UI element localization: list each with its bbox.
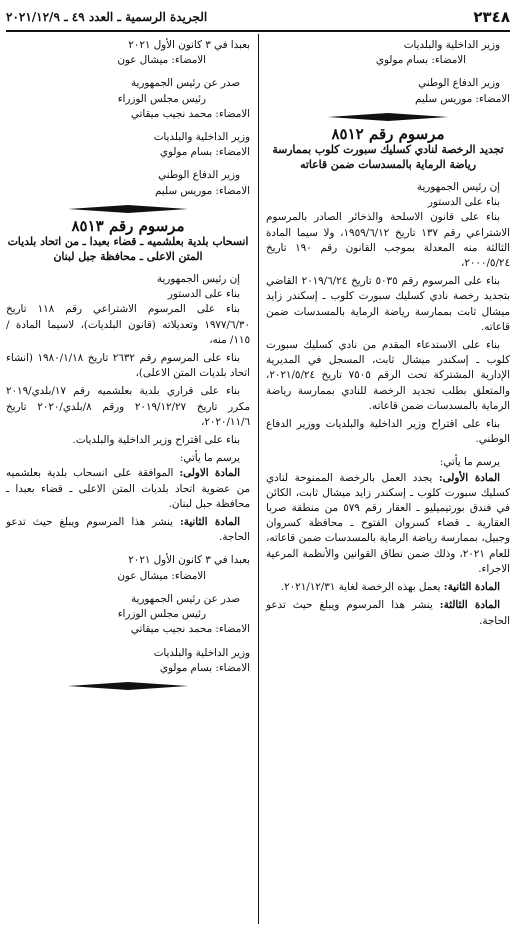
- article-text: يجدد العمل بالرخصة الممنوحة لنادي كسليك سبورت كلوب ـ إسكندر زايد ميشال ثابت، الكائن في فندق بورتيميليو ـ العقار رقم ٥٧٩ من منطقة صربا العقارية ـ قضاء كسروان الفتوح ـ محافظة كسروان وجبيل، بممارسة رياضة الرماية بالمسدسات ضمن قاعاته، للعام ٢٠٢١، وذلك ضمن نطاق القوانين والأنظمة المرعية الاجراء.: [266, 471, 510, 575]
- article-2: [6, 515, 250, 545]
- decree-paragraph: بناء على الاستدعاء المقدم من نادي كسليك سبورت كلوب ـ إسكندر ميشال ثابت، المسجل في المديرية الإدارية المشتركة تحت الرقم ٧٥٠٥ تاريخ ٢٠٢١/٥/٢٤، والمتعلق بطلب تجديد الرخصة للنادي بممارسة رياضة الرماية بالمسدسات ضمن قاعاته.: [266, 339, 510, 412]
- header-rule: [6, 30, 510, 32]
- decree-paragraph: إن رئيس الجمهورية: [156, 273, 240, 286]
- decree-paragraph: بناء على المرسوم الاشتراعي رقم ١١٨ تاريخ ١٩٧٧/٦/٣٠ وتعديلاته (قانون البلديات)، لاسيما المادة /١١٥/ منه،: [6, 303, 250, 346]
- section-divider: [6, 682, 250, 690]
- article-1: [6, 466, 250, 512]
- decree-title: مرسوم رقم ٨٥١٢: [331, 124, 445, 143]
- section-divider: [6, 205, 250, 213]
- signatory-title: وزير الداخلية والبلديات: [153, 131, 250, 144]
- decree-subtitle: انسحاب بلدية بعلشميه ـ قضاء بعبدا ـ من اتحاد بلديات المتن الاعلى ـ محافظة جبل لبنان: [7, 235, 249, 264]
- section-divider: [266, 113, 510, 121]
- decree-paragraph: بناء على اقتراح وزير الداخلية والبلديات ووزير الدفاع الوطني.: [266, 418, 510, 446]
- signatory-title: صدر عن رئيس الجمهورية: [130, 77, 240, 90]
- article-label: المادة الثانية:: [443, 581, 500, 594]
- decree-paragraph: بناء على اقتراح وزير الداخلية والبلديات.: [72, 434, 240, 447]
- signature-line: الامضاء: موريس سليم: [415, 92, 510, 105]
- signatory-title: وزير الداخلية والبلديات: [403, 39, 500, 51]
- date-line: بعبدا في ٣ كانون الأول ٢٠٢١: [128, 39, 250, 51]
- article-label: المادة الأولى:: [438, 471, 500, 484]
- article-text: يعمل بهذه الرخصة لغاية ٢٠٢١/١٢/٣١.: [280, 581, 441, 594]
- article-text: الموافقة على انسحاب بلدية بعلشميه من عضوية اتحاد بلديات المتن الاعلى ـ قضاء بعبدا ـ محافظة جبل لبنان.: [6, 467, 250, 510]
- signature-line: الامضاء: ميشال عون: [117, 54, 206, 67]
- decree-paragraph: يرسم ما يأتي:: [179, 452, 240, 465]
- decree-paragraph: بناء على قانون الاسلحة والذخائر الصادر بالمرسوم الاشتراعي رقم ١٣٧ تاريخ ١٩٥٩/٦/١٢، ولا سيما المادة الثالثة منه المعدلة بموجب القانون رقم ١٩٠ تاريخ ٢٠٠٠/٥/٢٤،: [266, 211, 511, 270]
- signature-line: الامضاء: ميشال عون: [117, 569, 206, 582]
- decree-paragraph: يرسم ما يأتي:: [439, 456, 500, 469]
- signatory-title: وزير الدفاع الوطني: [418, 77, 500, 90]
- decree-subtitle: تجديد الرخصة لنادي كسليك سبورت كلوب بممارسة رياضة الرماية بالمسدسات ضمن قاعاته: [272, 143, 504, 172]
- decree-paragraph: بناء على قراري بلدية بعلشميه رقم ١٧/بلدي/٢٠١٩ مكرر تاريخ ٢٠١٩/١٢/٢٧ ورقم ٨/بلدي/٢٠٢٠ تاريخ ٢٠٢٠/١١/٦،: [6, 385, 250, 428]
- signature-line: الامضاء: محمد نجيب ميقاتي: [130, 107, 250, 120]
- article-label: المادة الثانية:: [180, 516, 240, 529]
- article-1: [266, 471, 510, 577]
- gazette-issue-line: الجريدة الرسمية ـ العدد ٤٩ ـ ٢٠٢١/١٢/٩: [6, 10, 208, 24]
- decree-paragraph: إن رئيس الجمهورية: [416, 181, 500, 194]
- signature-line: الامضاء: موريس سليم: [155, 184, 250, 197]
- decree-paragraph: بناء على الدستور: [427, 196, 500, 209]
- article-label: المادة الاولى:: [179, 467, 240, 480]
- decree-paragraph: بناء على المرسوم رقم ٢٦٣٢ تاريخ ١٩٨٠/١/١٨ (انشاء اتحاد بلديات المتن الاعلى)،: [6, 352, 250, 380]
- article-text: ينشر هذا المرسوم ويبلغ حيث تدعو الحاجة.: [6, 516, 250, 544]
- right-column: [266, 38, 510, 632]
- left-column: [6, 38, 250, 696]
- signatory-title: رئيس مجلس الوزراء: [117, 608, 206, 621]
- signature-line: الامضاء: بسام مولوي: [375, 54, 466, 67]
- page-number: ٢٣٤٨: [473, 8, 510, 26]
- date-line: بعبدا في ٣ كانون الأول ٢٠٢١: [128, 554, 250, 567]
- decree-title: مرسوم رقم ٨٥١٣: [71, 216, 185, 235]
- signatory-title: رئيس مجلس الوزراء: [117, 92, 206, 105]
- signatory-title: وزير الداخلية والبلديات: [153, 646, 250, 659]
- signatory-title: وزير الدفاع الوطني: [158, 169, 240, 182]
- column-separator: [258, 34, 259, 924]
- signature-line: الامضاء: بسام مولوي: [159, 661, 250, 674]
- signature-line: الامضاء: محمد نجيب ميقاتي: [130, 623, 250, 636]
- article-3: [266, 598, 510, 628]
- article-label: المادة الثالثة:: [439, 599, 500, 612]
- article-text: ينشر هذا المرسوم ويبلغ حيث تدعو الحاجة.: [266, 599, 510, 627]
- signatory-title: صدر عن رئيس الجمهورية: [130, 592, 240, 605]
- page-header: [6, 6, 510, 28]
- decree-paragraph: بناء على الدستور: [167, 288, 240, 301]
- article-2: [266, 580, 510, 595]
- decree-paragraph: بناء على المرسوم رقم ٥٠٣٥ تاريخ ٢٠١٩/٦/٢٤ القاضي بتجديد رخصة نادي كسليك سبورت كلوب ـ إسكندر زايد ميشال ثابت بممارسة رياضة الرماية بالمسدسات ضمن قاعاته.: [266, 275, 510, 333]
- signature-line: الامضاء: بسام مولوي: [159, 146, 250, 159]
